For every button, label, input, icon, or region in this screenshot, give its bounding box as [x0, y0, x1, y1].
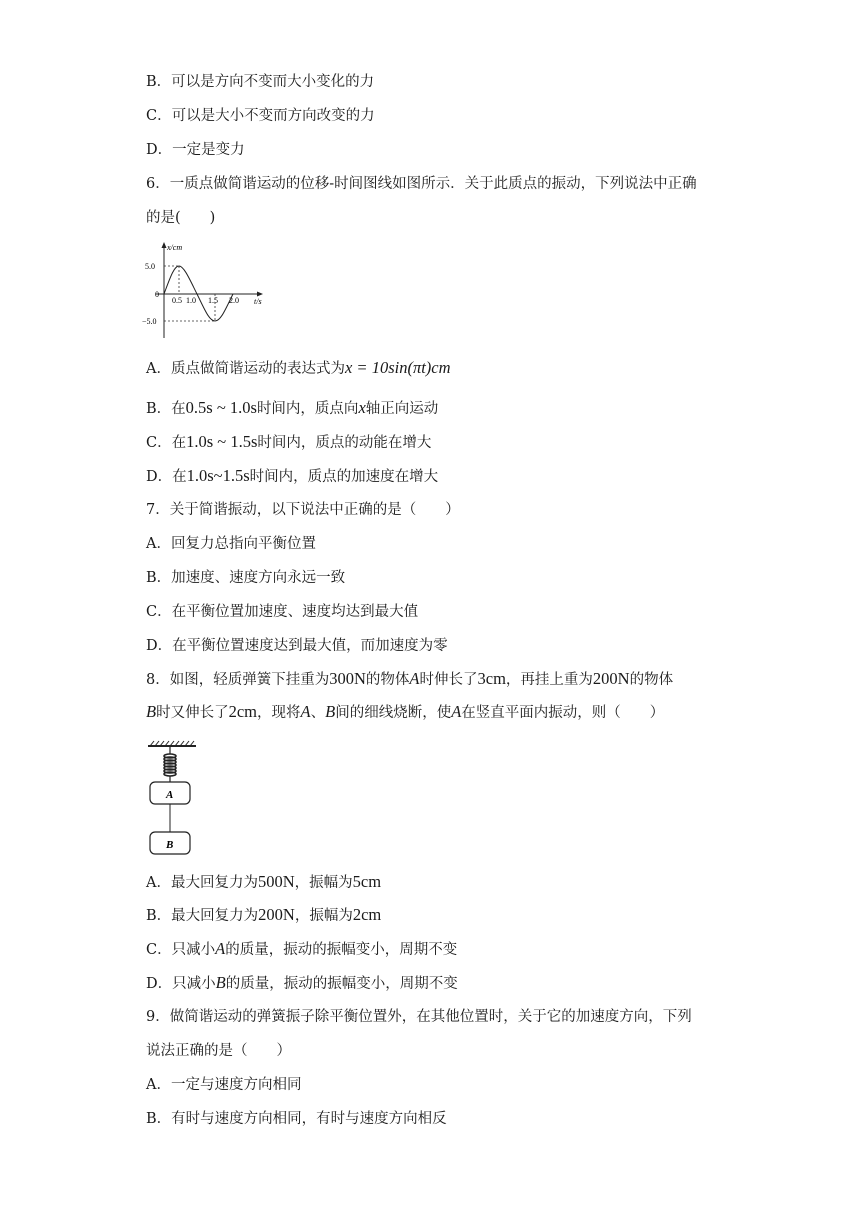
x-tick-0-5: 0.5	[172, 296, 182, 305]
q9-stem-line2: 说法正确的是（ ）	[146, 1043, 291, 1059]
q6-option-c: C．在1.0s ~ 1.5s时间内，质点的动能在增大	[146, 432, 432, 451]
q6-option-d: D．在1.0s~1.5s时间内，质点的加速度在增大	[146, 466, 439, 485]
block-b-label: B	[166, 839, 174, 851]
q6-stem-line2: 的是( )	[146, 210, 216, 226]
q9-stem-line1: 9．做简谐运动的弹簧振子除平衡位置外，在其他位置时，关于它的加速度方向，下列	[146, 1009, 692, 1025]
y-tick-5: 5.0	[145, 262, 155, 271]
q7-stem: 7．关于简谐振动，以下说法中正确的是（ ）	[146, 502, 460, 518]
x-tick-1-5: 1.5	[208, 296, 218, 305]
q6-option-a-text: A．质点做简谐运动的表达式为	[146, 361, 345, 377]
x-tick-1-0: 1.0	[186, 296, 196, 305]
q6-option-c-range: 1.0s ~ 1.5s	[186, 432, 258, 451]
y-tick-neg5: −5.0	[142, 317, 157, 326]
q6-option-a-formula: x = 10sin(πt)cm	[344, 358, 451, 377]
block-a-label: A	[166, 789, 174, 801]
q6-option-b-range: 0.5s ~ 1.0s	[185, 398, 257, 417]
q8-option-d: D．只减小B的质量，振动的振幅变小，周期不变	[146, 973, 458, 992]
q6-option-b: B．在0.5s ~ 1.0s时间内，质点向x轴正向运动	[146, 398, 439, 417]
x-axis-arrow	[257, 292, 263, 297]
q8-stem-line1: 8．如图，轻质弹簧下挂重为300N的物体A时伸长了3cm，再挂上重为200N的物体	[146, 669, 674, 688]
y-tick-0: 0	[155, 290, 159, 299]
q7-option-b: B．加速度、速度方向永远一致	[146, 570, 346, 586]
y-axis-arrow	[162, 242, 167, 248]
x-axis-label: t/s	[254, 297, 262, 306]
q6-option-d-range: 1.0s~1.5s	[186, 466, 250, 485]
q5-option-d: D．一定是变力	[146, 142, 245, 158]
spring-coil	[164, 754, 176, 776]
q5-option-b: B．可以是方向不变而大小变化的力	[146, 74, 375, 90]
q7-option-a: A．回复力总指向平衡位置	[146, 536, 316, 552]
q8-stem-line2: B时又伸长了2cm，现将A、B间的细线烧断，使A在竖直平面内振动，则（ ）	[146, 702, 665, 721]
q8-spring-figure	[144, 738, 204, 860]
q8-option-a: A．最大回复力为500N，振幅为5cm	[146, 872, 382, 891]
q7-option-d: D．在平衡位置速度达到最大值，而加速度为零	[146, 638, 448, 654]
q6-option-a	[146, 358, 451, 379]
q6-stem-line1: 6．一质点做简谐运动的位移-时间图线如图所示．关于此质点的振动，下列说法中正确	[146, 176, 697, 192]
q8-option-c: C．只减小A的质量，振动的振幅变小，周期不变	[146, 939, 458, 958]
q8-option-b: B．最大回复力为200N，振幅为2cm	[146, 905, 382, 924]
q7-option-c: C．在平衡位置加速度、速度均达到最大值	[146, 604, 419, 620]
q5-option-c: C．可以是大小不变而方向改变的力	[146, 108, 375, 124]
x-tick-2-0: 2.0	[229, 296, 239, 305]
q9-option-a: A．一定与速度方向相同	[146, 1077, 302, 1093]
q9-option-b: B．有时与速度方向相同，有时与速度方向相反	[146, 1111, 447, 1127]
q6-displacement-time-graph	[142, 240, 272, 340]
y-axis-label: x/cm	[167, 243, 183, 252]
